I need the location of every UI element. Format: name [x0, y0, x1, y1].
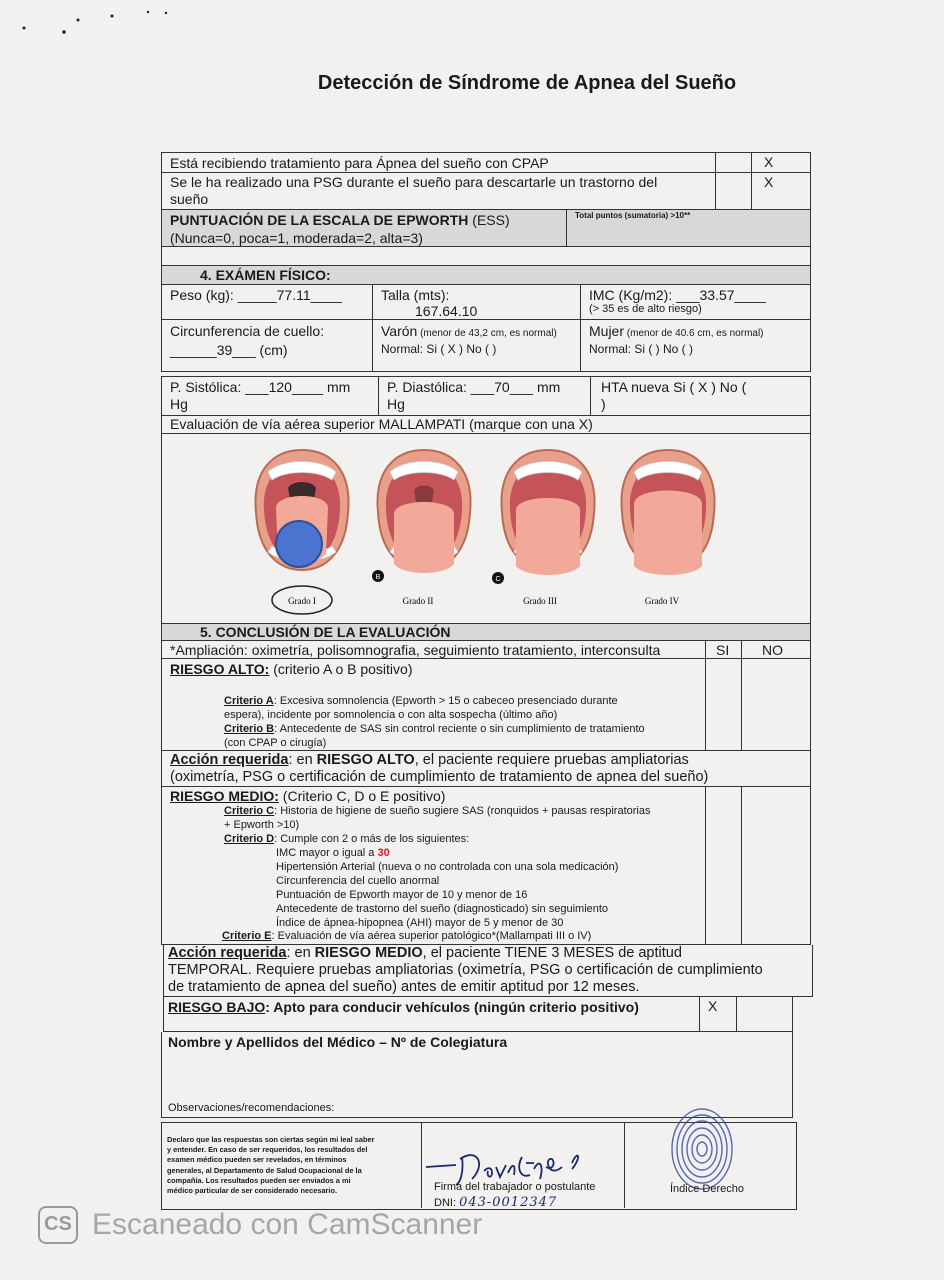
dni-label: DNI:	[434, 1197, 456, 1209]
grade-1-label: Grado I	[288, 596, 316, 606]
psg-question-line2: sueño	[170, 191, 209, 207]
accion-alto-mid: : en	[288, 752, 317, 768]
grade-1-mouth	[255, 450, 348, 570]
riesgo-medio-label: RIESGO MEDIO:	[170, 788, 279, 804]
riesgo-alto-rest: (criterio A o B positivo)	[269, 661, 413, 677]
mujer-cell	[580, 320, 811, 371]
medico-label: Nombre y Apellidos del Médico – Nº de Colegiatura	[168, 1034, 508, 1050]
criterio-b-line1: : Antecedente de SAS sin control reciente o sin cumplimiento de tratamiento	[274, 723, 645, 735]
accion-medio-line2: TEMPORAL. Requiere pruebas ampliatorias (oximetría, PSG o certificación de cumplimiento	[168, 962, 763, 978]
epworth-total-label: Total puntos (sumatoria) >10**	[575, 211, 691, 220]
cpap-mark-cell	[751, 153, 811, 172]
hta-field: HTA nueva Si ( X ) No (	[601, 379, 747, 395]
riesgo-medio-rest: (Criterio C, D o E positivo)	[278, 788, 446, 804]
hta-end: )	[601, 396, 606, 412]
mujer-label: Mujer	[589, 323, 625, 339]
criterio-d-imc-value: 30	[377, 847, 390, 859]
conclusion-header: 5. CONCLUSIÓN DE LA EVALUACIÓN	[200, 624, 451, 640]
scan-specks	[20, 8, 180, 38]
epworth-total-cell	[566, 210, 810, 246]
diastolica-field: P. Diastólica: ___70___ mm	[387, 379, 561, 395]
accion-alto-line2: (oximetría, PSG o certificación de cumplimiento de tratamiento de apnea del sueño)	[170, 769, 709, 785]
criterio-d-item: Puntuación de Epworth mayor de 10 y menor de 16	[276, 889, 528, 901]
ampliacion-text: *Ampliación: oximetría, polisomnografia, seguimiento tratamiento, interconsulta	[170, 642, 661, 658]
cpap-mark: X	[764, 154, 774, 170]
imc-field: IMC (Kg/m2): ___33.57____	[589, 287, 766, 303]
dni-value: 043-0012347	[459, 1195, 558, 1210]
firma-label: Firma del trabajador o postulante	[434, 1181, 596, 1193]
criterio-d-label: Criterio D	[224, 833, 275, 845]
varon-label: Varón	[381, 323, 418, 339]
criterio-a-line2: espera), incidente por somnolencia o con alta sospecha (último año)	[224, 709, 558, 721]
mallampati-label: Evaluación de vía aérea superior MALLAMPATI (marque con una X)	[170, 416, 593, 432]
criterio-e-label: Criterio E	[222, 930, 272, 942]
epworth-row	[161, 210, 811, 247]
accion-alto-bold: RIESGO ALTO	[316, 752, 415, 768]
si-header-cell	[705, 641, 741, 658]
mujer-normal: Normal: Si ( ) No ( )	[589, 342, 694, 356]
diastolica-unit: Hg	[387, 396, 405, 412]
no-header: NO	[762, 642, 783, 658]
criterio-d-item: Hipertensión Arterial (nueva o no controlada con una sola medicación)	[276, 861, 619, 873]
spacer-row	[161, 247, 811, 266]
grade-4-label: Grado IV	[644, 596, 680, 606]
declaration-line: médico particular de ser considerado necesario.	[167, 1186, 338, 1196]
grade-2-mouth	[377, 450, 470, 573]
grade-4-mouth	[621, 450, 714, 575]
epworth-scale: (Nunca=0, poca=1, moderada=2, alta=3)	[170, 230, 423, 246]
riesgo-bajo-si-cell	[699, 997, 736, 1031]
accion-medio-label: Acción requerida	[168, 945, 287, 961]
declaration-line: generales, al Departamento de Salud Ocupacional de la	[167, 1165, 362, 1175]
criterio-d-item: Antecedente de trastorno del sueño (diagnosticado) sin seguimiento	[276, 903, 609, 915]
camscanner-text: Escaneado con CamScanner	[92, 1208, 483, 1241]
sistolica-field: P. Sistólica: ___120____ mm	[170, 379, 351, 395]
anthropometry-row	[161, 285, 811, 320]
cuello-row	[161, 320, 811, 372]
criterio-d-text: : Cumple con 2 o más de los siguientes:	[274, 833, 470, 845]
indice-label: Índice Derecho	[670, 1183, 744, 1195]
conclusion-header-row	[161, 624, 811, 641]
grade-3-mouth	[501, 450, 594, 575]
mujer-note: (menor de 40.6 cm, es normal)	[624, 328, 764, 339]
riesgo-alto-row	[161, 659, 811, 751]
declaration-line: compañía. Los resultados pueden ser enviados a mi	[167, 1175, 351, 1185]
psg-question-line1: Se le ha realizado una PSG durante el sueño para descartarle un trastorno del	[170, 174, 658, 190]
riesgo-bajo-mark: X	[708, 998, 718, 1014]
psg-mark: X	[764, 174, 774, 190]
marker-b-label: B	[375, 574, 381, 581]
talla-cell	[372, 285, 580, 319]
riesgo-bajo-label: RIESGO BAJO	[168, 999, 266, 1015]
riesgo-medio-si-cell	[705, 787, 741, 944]
imc-cell	[580, 285, 811, 319]
psg-blank-cell	[715, 173, 751, 209]
sistolica-unit: Hg	[170, 396, 188, 412]
criterio-d-item: Circunferencia del cuello anormal	[276, 875, 440, 887]
talla-label: Talla (mts):	[381, 287, 450, 303]
accion-alto-label: Acción requerida	[170, 752, 289, 768]
fingerprint-cell	[624, 1123, 796, 1208]
varon-cell	[372, 320, 580, 371]
marker-c-label: C	[495, 576, 501, 583]
hta-cell	[590, 377, 811, 415]
peso-field: Peso (kg): _____77.11____	[170, 287, 342, 303]
signature-scribble	[422, 1127, 622, 1187]
criterio-c-line2: + Epworth >10)	[224, 819, 300, 831]
psg-row	[161, 173, 811, 210]
epworth-label-suffix: (ESS)	[468, 212, 510, 228]
criterio-e-text: : Evaluación de vía aérea superior patológico*(Mallampati III o IV)	[271, 930, 592, 942]
cuello-value: ______39___ (cm)	[170, 342, 288, 358]
criterio-d-imc: IMC mayor o igual a	[276, 847, 378, 859]
mallampati-illustration	[162, 434, 810, 622]
fingerprint-icon	[662, 1103, 742, 1193]
signature-cell	[422, 1123, 625, 1208]
criterio-c-line1: : Historia de higiene de sueño sugiere SAS (ronquidos + pausas respiratorias	[274, 805, 651, 817]
epworth-label: PUNTUACIÓN DE LA ESCALA DE EPWORTH	[170, 212, 469, 228]
accion-alto-row	[161, 751, 811, 787]
grade-2-label: Grado II	[402, 596, 434, 606]
varon-normal: Normal: Si ( X ) No ( )	[381, 342, 497, 356]
accion-medio-line3: de tratamiento de apnea del sueño) antes de emitir aptitud por 12 meses.	[168, 979, 640, 995]
riesgo-bajo-row	[163, 997, 793, 1032]
riesgo-alto-label: RIESGO ALTO:	[170, 661, 270, 677]
exam-header: 4. EXÁMEN FÍSICO:	[200, 267, 331, 283]
camscanner-logo-icon	[38, 1206, 78, 1244]
cpap-blank-cell	[715, 153, 751, 172]
riesgo-alto-si-cell	[705, 659, 741, 750]
riesgo-bajo-no-cell	[736, 997, 793, 1031]
cpap-question: Está recibiendo tratamiento para Ápnea del sueño con CPAP	[170, 155, 549, 171]
declaration-line: Declaro que las respuestas son ciertas según mi leal saber	[167, 1135, 375, 1144]
riesgo-medio-no-cell	[741, 787, 811, 944]
grade-3-label: Grado III	[523, 596, 557, 606]
mallampati-figure	[161, 434, 811, 624]
riesgo-alto-no-cell	[741, 659, 811, 750]
mallampati-label-row	[161, 416, 811, 434]
pressure-row	[161, 376, 811, 416]
accion-medio-mid: : en	[286, 945, 315, 961]
riesgo-medio-row	[161, 787, 811, 945]
accion-medio-row	[163, 945, 813, 997]
criterio-d-item: Índice de ápnea-hipopnea (AHI) mayor de 5 y menor de 30	[276, 917, 564, 929]
declaration-cell	[162, 1123, 422, 1208]
psg-mark-cell	[751, 173, 811, 209]
page-title: Detección de Síndrome de Apnea del Sueño	[317, 72, 737, 94]
declaration-box	[161, 1122, 797, 1210]
varon-note: (menor de 43,2 cm, es normal)	[417, 328, 557, 339]
cuello-label: Circunferencia de cuello:	[170, 323, 325, 339]
criterio-b-label: Criterio B	[224, 723, 275, 735]
camscanner-logo-text: CS	[44, 1213, 72, 1235]
no-header-cell	[741, 641, 811, 658]
observaciones-label: Observaciones/recomendaciones:	[168, 1102, 335, 1114]
accion-medio-rest: , el paciente TIENE 3 MESES de aptitud	[422, 945, 682, 961]
declaration-line: y entender. En caso de ser requeridos, los resultados del	[167, 1145, 368, 1155]
imc-note: (> 35 es de alto riesgo)	[589, 303, 702, 315]
diastolica-cell	[378, 377, 590, 415]
accion-alto-rest: , el paciente requiere pruebas ampliatorias	[414, 752, 689, 768]
exam-header-row	[161, 266, 811, 285]
riesgo-bajo-rest: : Apto para conducir vehículos (ningún criterio positivo)	[265, 999, 639, 1015]
criterio-a-label: Criterio A	[224, 695, 274, 707]
criterio-b-line2: (con CPAP o cirugía)	[224, 737, 327, 749]
criterio-a-line1: : Excesiva somnolencia (Epworth > 15 o cabeceo presenciado durante	[273, 695, 618, 707]
si-header: SI	[716, 642, 730, 658]
declaration-line: examen médico pueden ser revelados, en términos	[167, 1155, 347, 1165]
ampliacion-row	[161, 641, 811, 659]
talla-value: 167.64.10	[403, 303, 525, 320]
criterio-c-label: Criterio C	[224, 805, 275, 817]
cpap-row	[161, 152, 811, 173]
accion-medio-bold: RIESGO MEDIO	[314, 945, 423, 961]
